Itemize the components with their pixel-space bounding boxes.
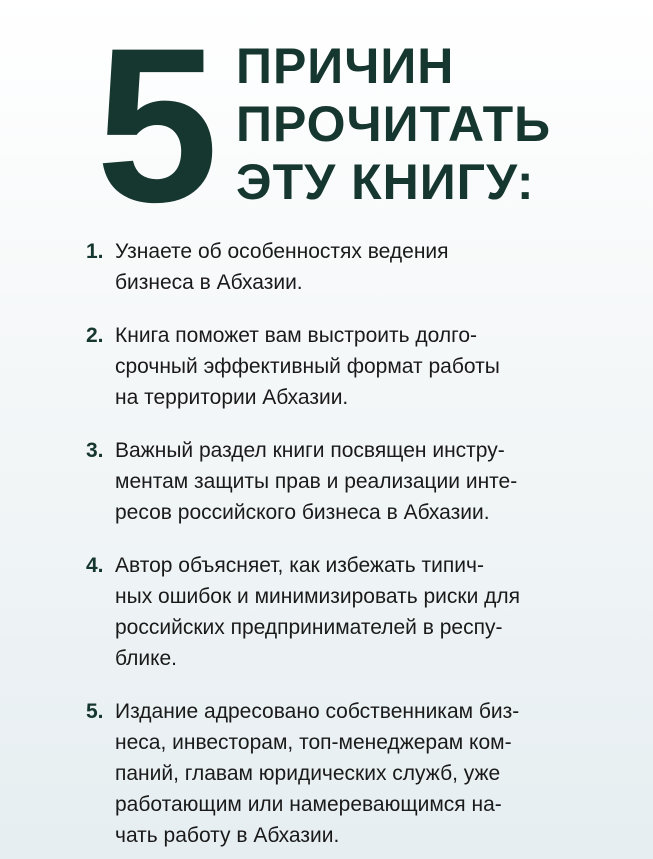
headline-title-line-3: ЭТУ КНИГУ: bbox=[236, 154, 535, 210]
reason-number: 3. bbox=[86, 439, 104, 462]
reason-text-line: Издание адресовано собственникам биз- bbox=[115, 700, 520, 723]
headline-title-line-2: ПРОЧИТАТЬ bbox=[236, 96, 552, 152]
reason-text-line: блике. bbox=[115, 647, 178, 670]
reasons-list bbox=[86, 236, 606, 851]
reason-text-line: неса, инвесторам, топ-менеджерам ком- bbox=[115, 731, 512, 754]
headline bbox=[96, 2, 576, 248]
reason-item-4 bbox=[86, 550, 606, 674]
reason-item-3 bbox=[86, 435, 606, 528]
reason-text-line: ресов российского бизнеса в Абхазии. bbox=[115, 501, 490, 524]
reason-number: 4. bbox=[86, 554, 104, 577]
reason-text-line: на территории Абхазии. bbox=[115, 386, 349, 409]
reason-number: 5. bbox=[86, 700, 104, 723]
reason-text-line: Автор объясняет, как избежать типич- bbox=[115, 554, 484, 577]
reason-item-1 bbox=[86, 236, 606, 298]
reason-text-line: российских предпринимателей в респу- bbox=[115, 616, 503, 639]
reason-item-2 bbox=[86, 320, 606, 413]
headline-title bbox=[236, 40, 551, 208]
reason-text-line: чать работу в Абхазии. bbox=[115, 824, 340, 847]
reason-text-line: паний, главам юридических служб, уже bbox=[115, 762, 501, 785]
reason-item-5 bbox=[86, 696, 606, 851]
reason-text-line: работающим или намеревающимся на- bbox=[115, 793, 502, 816]
reason-text-line: Узнаете об особенностях ведения bbox=[115, 240, 449, 263]
reason-text-line: ментам защиты прав и реализации инте- bbox=[115, 470, 518, 493]
headline-title-line-1: ПРИЧИН bbox=[236, 38, 455, 94]
reason-text-line: срочный эффективный формат работы bbox=[115, 355, 500, 378]
reason-text-line: ных ошибок и минимизировать риски для bbox=[115, 585, 521, 608]
reason-text-line: бизнеса в Абхазии. bbox=[115, 271, 303, 294]
headline-number: 5 bbox=[96, 2, 215, 248]
reason-number: 1. bbox=[86, 240, 104, 263]
reason-text-line: Важный раздел книги посвящен инстру- bbox=[115, 439, 505, 462]
reason-number: 2. bbox=[86, 324, 104, 347]
reason-text-line: Книга поможет вам выстроить долго- bbox=[115, 324, 478, 347]
